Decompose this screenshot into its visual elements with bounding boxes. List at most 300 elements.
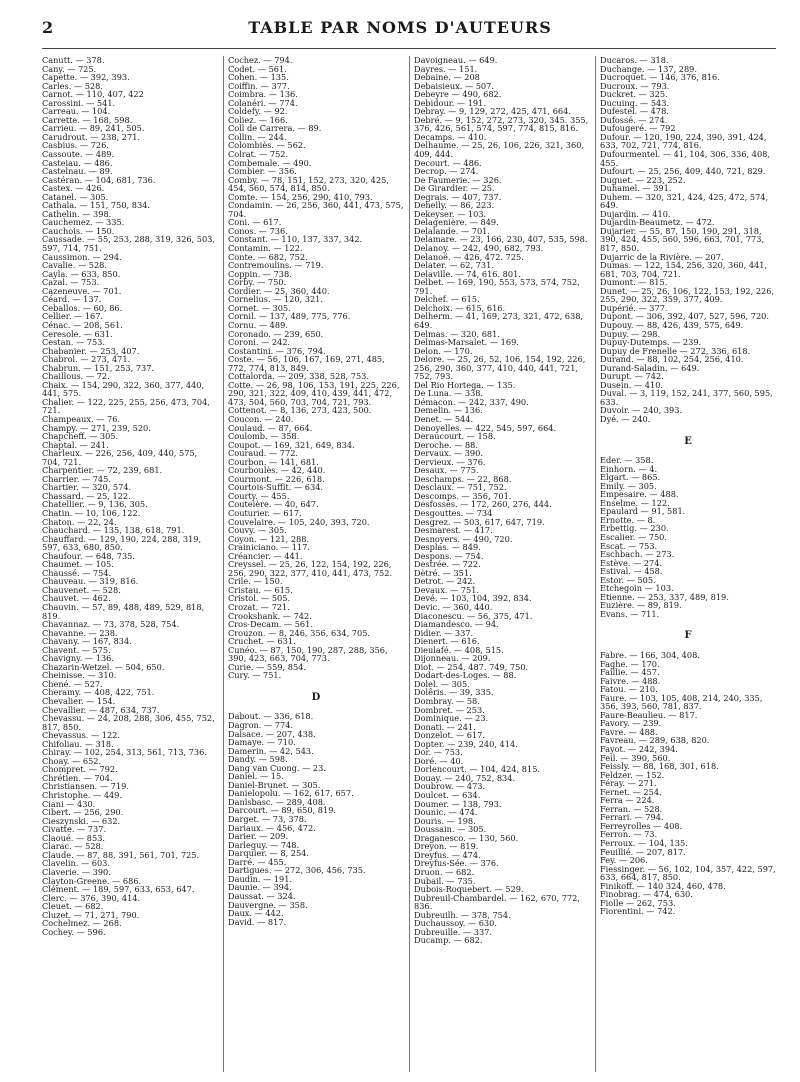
index-entry: Favre. — 488. <box>600 726 658 737</box>
index-entry: Dor. — 753. <box>414 747 463 758</box>
index-entry: Draganesco. — 130, 560. <box>414 832 519 843</box>
index-entry: Cénac. — 208, 561. <box>42 319 123 330</box>
index-entry: Duchange. — 137, 289. <box>600 63 697 74</box>
index-entry: Cestan. — 753. <box>42 337 105 348</box>
index-entry: Debaine. — 208 <box>414 72 480 83</box>
index-entry: Claude. — 87, 88, 391, 561, 701, 725. <box>42 849 200 860</box>
index-entry: Condamin. — 26, 256, 360, 441, 473, 575, 704. <box>228 200 404 219</box>
index-entry: Carnot. — 110, 407, 422 <box>42 89 144 100</box>
index-entry: Cochelmez. — 268. <box>42 918 122 929</box>
index-entry: Dujarric de la Rivière. — 207. <box>600 251 724 262</box>
index-entry: Del Rio Hortega. — 135. <box>414 379 516 390</box>
index-entry: Feuillié. — 207, 817. <box>600 846 686 857</box>
index-entry: Darier. — 209. <box>228 831 289 842</box>
index-entry: Estève. — 274. <box>600 557 663 568</box>
index-entry: Chavigny. — 136. <box>42 653 114 664</box>
index-entry: Christophe. — 449. <box>42 790 123 801</box>
index-entry: Coni. — 617. <box>228 217 282 228</box>
index-entry: Colrat. — 752. <box>228 149 289 160</box>
index-entry: Danlsbasc. — 289, 408. <box>228 796 326 807</box>
index-entry: Carles. — 528. <box>42 80 103 91</box>
index-entry: Fayot. — 242, 394. <box>600 744 678 755</box>
index-entry: Darré. — 455. <box>228 856 287 867</box>
index-entry: Enselme. — 122. <box>600 497 670 508</box>
index-entry: Chaix. — 154, 290, 322, 360, 377, 440, 441, 575. <box>42 379 205 399</box>
index-entry: Chalier. — 122, 225, 255, 256, 473, 704, 721. <box>42 396 210 416</box>
index-entry: Fabre. — 166, 304, 408. <box>600 650 700 660</box>
index-entry: Daux. — 442. <box>228 908 284 919</box>
index-entry: Demelin. — 136. <box>414 405 483 416</box>
index-entry: Donati. — 241. <box>414 721 476 732</box>
column-divider <box>595 56 596 1072</box>
index-columns <box>42 56 780 1076</box>
column-1 <box>42 56 218 1076</box>
index-entry: Emily. — 305. <box>600 480 657 491</box>
index-entry: Damerin. — 42, 543. <box>228 745 314 756</box>
index-entry: Civatte. — 737. <box>42 824 107 835</box>
index-entry: Ceballos. — 60, 86. <box>42 302 123 313</box>
index-entry: Ciani — 430. <box>42 798 96 809</box>
index-entry: Féray. — 271. <box>600 778 657 789</box>
index-entry: Duguet. — 223, 252. <box>600 174 686 185</box>
index-entry: Cazal. — 753. <box>42 277 100 288</box>
index-entry: Contremoulins. — 719. <box>228 260 324 271</box>
index-entry: Dreyon. — 819. <box>414 841 479 852</box>
index-entry: Courboulès. — 42, 440. <box>228 465 326 476</box>
index-entry: Ferreyrolles — 408. <box>600 820 683 831</box>
index-entry: Dubois-Roquebert. — 529. <box>414 884 524 895</box>
column-divider <box>409 56 410 1072</box>
index-entry: Carreau. — 104. <box>42 106 111 117</box>
index-entry: Devaux. — 751. <box>414 584 480 595</box>
index-entry: Castelnau. — 89. <box>42 166 113 177</box>
index-entry: Chifoliau. — 318. <box>42 738 114 749</box>
index-entry: Didier. — 337. <box>414 627 474 638</box>
index-entry: Dumas. — 122, 154, 256, 320, 360, 441, 681, 703, 704, 721. <box>600 260 768 279</box>
index-entry: Empesaire. — 488. <box>600 489 679 500</box>
index-entry: Dolel. — 305. <box>414 678 470 689</box>
index-entry: Delagenière. — 849. <box>414 217 499 228</box>
index-entry: Courtois-Suffit. — 634. <box>228 482 324 493</box>
index-entry: Charpentier. — 72, 239, 681. <box>42 465 163 476</box>
section-letter: E <box>684 435 692 447</box>
index-entry: Codet. — 561. <box>228 63 287 74</box>
index-entry: Carossini. — 541. <box>42 97 116 108</box>
index-entry: Chassard. — 25, 122. <box>42 490 131 501</box>
index-entry: Chaillous. — 72. <box>42 371 110 382</box>
index-entry: Ceresole. — 631. <box>42 328 113 339</box>
index-entry: Darget. — 73, 378. <box>228 814 307 825</box>
index-entry: Delbet. — 169, 190, 553, 573, 574, 752, 791. <box>414 277 580 296</box>
index-entry: Chevassu. — 24, 208, 288, 306, 455, 752, 817, 850. <box>42 713 215 732</box>
index-entry: Champeaux. — 76. <box>42 413 121 424</box>
index-entry: Diaconescu. — 56, 375, 471. <box>414 610 533 621</box>
index-entry: Feissly. — 88, 168, 301, 618. <box>600 761 719 772</box>
index-entry: Clerc. — 376, 390, 414. <box>42 892 141 903</box>
index-entry: Coiffin. — 377. <box>228 80 290 91</box>
index-entry: Coulaud. — 87, 664. <box>228 422 313 433</box>
index-entry: Dopter. — 239, 240, 414. <box>414 738 518 749</box>
index-entry: Devé. — 103, 104, 392, 834. <box>414 593 532 604</box>
index-entry: Descomps. — 356, 701. <box>414 490 512 501</box>
index-entry: Chauvet. — 462. <box>42 593 111 604</box>
index-entry: Dreyfus-Sée. — 376. <box>414 858 499 869</box>
index-entry: Escalier. — 750. <box>600 531 667 542</box>
index-entry: Dervieux. — 376. <box>414 456 486 467</box>
index-entry: Cavalie. — 528. <box>42 260 107 271</box>
index-entry: Evans. — 711. <box>600 608 660 619</box>
index-entry: Faure-Beaulieu. — 817. <box>600 709 698 720</box>
index-entry: Carudrout. — 238, 271. <box>42 131 141 142</box>
index-entry: Desnoyers. — 490, 720. <box>414 533 513 544</box>
index-entry: Cohen. — 135. <box>228 72 289 83</box>
index-entry: Dujardin-Beaumetz. — 472. <box>600 217 715 228</box>
index-entry: Damaye. — 710. <box>228 737 296 748</box>
index-entry: Daunie. — 394. <box>228 882 292 893</box>
index-entry: Epaulard — 91, 581. <box>600 506 686 517</box>
index-entry: Chauveau. — 319, 816. <box>42 576 139 587</box>
index-entry: Etchegoin — 103. <box>600 583 674 594</box>
index-entry: Castex. — 426. <box>42 183 105 194</box>
index-entry: Comte. — 154, 256, 290, 410, 793. <box>228 191 373 202</box>
index-entry: Chaptal. — 241. <box>42 439 109 450</box>
index-entry: Chauvenet. — 528. <box>42 584 121 595</box>
index-entry: Clarac. — 528. <box>42 841 104 852</box>
index-entry: Doubrow. — 473. <box>414 781 486 792</box>
index-entry: Colanéri. — 774. <box>228 97 298 108</box>
index-entry: Despons. — 754. <box>414 550 484 561</box>
index-entry: Courmont. — 226, 618. <box>228 473 325 484</box>
index-entry: Dandy. — 598. <box>228 754 288 765</box>
index-entry: Feldzer. — 152. <box>600 769 665 780</box>
index-entry: Colombiès. — 562. <box>228 140 306 151</box>
index-entry: Dodart-des-Loges. — 88. <box>414 670 517 681</box>
index-entry: Crile. — 150. <box>228 576 283 587</box>
index-entry: Cristau. — 615. <box>228 584 293 595</box>
index-entry: Claoué. — 853. <box>42 832 106 843</box>
index-entry: Delore. — 25, 26, 52, 106, 154, 192, 226, 256, 290, 360, 377, 410, 440, 441, 721, 752, 793. <box>414 354 586 382</box>
index-entry: Cazeneuve. — 701. <box>42 285 122 296</box>
index-entry: Denoyelles. — 422, 545, 597, 664. <box>414 422 557 433</box>
index-entry: Doumer. — 138, 793. <box>414 798 502 809</box>
index-entry: Dekeyser. — 103. <box>414 208 487 219</box>
index-entry: Carrette. — 168, 598. <box>42 114 133 125</box>
index-entry: Delater. — 62, 731. <box>414 260 494 271</box>
index-entry: Couvy. — 305. <box>228 525 287 536</box>
index-entry: Champy. — 271, 239, 520. <box>42 422 151 433</box>
index-entry: Dufour. — 120, 190, 224, 390, 391, 424, 633, 702, 721, 774, 816. <box>600 131 767 151</box>
index-entry: Dyé. — 240. <box>600 413 651 424</box>
index-entry: Charleux. — 226, 256, 409, 440, 575, 704, 721. <box>42 448 198 467</box>
index-entry: Cellier. — 167. <box>42 311 104 322</box>
index-entry: Chavanne. — 238. <box>42 627 118 638</box>
index-entry: Couteière. — 40, 647. <box>228 499 319 510</box>
index-entry: Deschamps. — 22, 868. <box>414 473 512 484</box>
index-entry: Contamin. — 122. <box>228 243 303 254</box>
index-entry: Etienne. — 253, 337, 489, 819. <box>600 591 729 602</box>
index-entry: Dubail. — 735. <box>414 875 476 886</box>
index-entry: Danielopolu. — 162, 617, 657. <box>228 788 354 799</box>
index-entry: Donzelot. — 617. <box>414 730 485 741</box>
index-entry: Chaton. — 22, 24. <box>42 516 117 527</box>
index-entry: Duval. — 3, 119, 152, 241, 377, 560, 595, 633. <box>600 388 773 407</box>
index-entry: Decamps. — 410. <box>414 131 487 142</box>
index-entry: Daudin. — 191. <box>228 873 293 884</box>
index-entry: Cunéo. — 87, 150, 190, 287, 288, 356, 390, 423, 663, 704, 773. <box>228 644 388 664</box>
index-entry: Ducuing. — 543. <box>600 97 670 108</box>
index-entry: Debaisieux. — 507. <box>414 80 494 91</box>
index-entry: Detrot. — 242. <box>414 576 476 587</box>
index-entry: Cheinisse. — 310. <box>42 670 117 681</box>
index-entry: Constant. — 110, 137, 337, 342. <box>228 234 363 245</box>
index-entry: Feil. — 390, 560. <box>600 752 671 763</box>
index-entry: Finikoff. — 140 324, 460, 478. <box>600 880 726 891</box>
index-entry: Coste. — 56, 106, 167, 169, 271, 485, 772, 774, 813, 849. <box>228 354 385 373</box>
index-entry: Dètré. — 351. <box>414 567 472 578</box>
index-entry: Dehelly. — 86, 223. <box>414 200 495 211</box>
index-entry: Devic. — 360, 440. <box>414 602 493 612</box>
index-entry: Crookshank. — 742. <box>228 610 312 621</box>
index-entry: Choay. — 652. <box>42 755 102 766</box>
index-entry: Courty. — 455. <box>228 490 290 501</box>
index-entry: Delherm. — 41, 169, 273, 321, 472, 638, 649. <box>414 311 584 330</box>
index-entry: Coulomb. — 358. <box>228 431 300 442</box>
index-entry: Chauchard. — 135, 138, 618, 791. <box>42 525 185 536</box>
index-entry: Dreyfus. — 474. <box>414 849 481 860</box>
index-entry: Elgart. — 865. <box>600 472 661 483</box>
index-entry: Cros-Decam. — 561. <box>228 619 313 630</box>
index-entry: Coucon. — 240. <box>228 413 294 424</box>
index-entry: Ducroux. — 793. <box>600 80 670 91</box>
index-entry: Cruchet. — 631. <box>228 636 296 647</box>
index-entry: Chatellier. — 9, 136, 305. <box>42 499 148 510</box>
index-entry: Decourt. — 486. <box>414 157 482 168</box>
index-entry: Finobrag. — 474, 630. <box>600 889 693 900</box>
index-entry: Delon. — 170. <box>414 345 473 356</box>
index-entry: Curie. — 559, 854. <box>228 661 306 672</box>
index-entry: Dombret. — 253. <box>414 704 485 715</box>
index-entry: Desclaux. — 751, 752. <box>414 482 507 493</box>
header-rule <box>42 48 776 49</box>
index-entry: Dufossé. — 274. <box>600 114 668 125</box>
index-entry: Favory. — 239. <box>600 718 662 729</box>
index-entry: Desmarest. — 417. <box>414 525 493 536</box>
index-entry: Castéran. — 104, 681, 736. <box>42 174 156 185</box>
index-entry: Carrieu. — 89, 241, 505. <box>42 123 145 134</box>
index-entry: Debidour. — 191. <box>414 97 486 108</box>
index-entry: Ducamp. — 682. <box>414 935 483 946</box>
index-entry: Eder. — 358. <box>600 455 654 466</box>
index-entry: Dervaux. — 390. <box>414 448 483 459</box>
index-entry: Coronado. — 239, 650. <box>228 328 324 339</box>
index-entry: Coppin. — 738. <box>228 268 292 279</box>
index-entry: Dubreuille. — 337. <box>414 926 493 937</box>
index-entry: Couraud. — 772. <box>228 448 299 459</box>
index-entry: Caussimon. — 294. <box>42 251 122 262</box>
index-entry: Delmas. — 320, 681. <box>414 328 500 339</box>
index-entry: Cany. — 725. <box>42 63 97 74</box>
index-entry: Duvoir. — 240, 393. <box>600 405 683 416</box>
index-entry: Dupuy de Frenelle — 272, 336, 618. <box>600 345 751 356</box>
index-entry: Delchoix. — 615, 616. <box>414 302 506 313</box>
index-entry: Cauchemez. — 335. <box>42 217 125 228</box>
index-entry: Cornu. — 489. <box>228 319 288 330</box>
index-entry: Ducaros. — 318. <box>600 56 669 65</box>
index-entry: Corby. — 750. <box>228 277 287 288</box>
index-entry: Fatou. — 210. <box>600 684 658 695</box>
index-entry: Crozat. — 721. <box>228 602 290 612</box>
index-entry: Dunet. — 25, 26, 106, 122, 153, 192, 226, 255, 290, 322, 359, 377, 409. <box>600 285 775 305</box>
index-entry: Delaville. — 74, 616. 801. <box>414 268 521 279</box>
index-entry: Cornet. — 305. <box>228 302 291 313</box>
index-entry: Ferran. — 528. <box>600 803 663 814</box>
index-entry: Eschbach. — 273. <box>600 549 675 560</box>
index-entry: Decrop. — 274. <box>414 166 479 177</box>
index-entry: Costantini. — 376, 794. <box>228 345 326 356</box>
index-entry: Faivre. — 488. <box>600 675 661 686</box>
page-title: TABLE PAR NOMS D'AUTEURS <box>248 18 552 37</box>
index-entry: Chapcheff. — 305. <box>42 431 119 442</box>
index-entry: Cotte. — 26, 98, 106, 153, 191, 225, 226, 290, 321, 322, 409, 410, 439, 441, 472, 473, 504, 560, 703, 704, 721, 793. <box>228 379 400 407</box>
index-entry: Doulcet. — 634. <box>414 790 481 801</box>
index-entry: Douay. — 240, 752, 834. <box>414 772 516 783</box>
index-entry: Chevalier. — 154. <box>42 696 116 707</box>
index-entry: Coyon. — 121, 288. <box>228 533 310 544</box>
index-entry: Cauchois. — 150. <box>42 225 115 236</box>
index-entry: Fiessinger. — 56, 102, 104, 357, 422, 597, 633, 664, 817, 850. <box>600 863 776 883</box>
index-entry: Coimbra. — 136. <box>228 89 298 100</box>
index-entry: Dupont. — 306, 392, 407, 527, 596, 720. <box>600 311 769 322</box>
index-entry: Combemale. — 490. <box>228 157 312 168</box>
index-entry: Cayla. — 633, 850. <box>42 268 121 279</box>
index-entry: Destrée. — 722. <box>414 559 481 570</box>
index-entry: Chrétien. — 704. <box>42 772 113 783</box>
index-entry: Ferroux. — 104, 135. <box>600 838 688 849</box>
index-entry: Dusein. — 410. <box>600 379 664 390</box>
index-entry: Dalsace. — 207, 438. <box>228 728 316 739</box>
index-entry: Durupt. — 742. <box>600 371 664 382</box>
index-entry: Chaussé. — 754. <box>42 567 112 578</box>
section-letter: D <box>311 691 321 703</box>
index-entry: Dupouy. — 88, 426, 439, 575, 649. <box>600 319 744 330</box>
index-entry: Cordier. — 25, 360, 440. <box>228 285 330 296</box>
index-entry: Cornil. — 137, 489, 775, 776. <box>228 311 351 322</box>
index-entry: Dartigues. — 272, 306, 456, 735. <box>228 865 366 876</box>
index-entry: Dufourmentel. — 41, 104, 306, 336, 408, 455. <box>600 149 770 168</box>
index-entry: Cristol. — 505. <box>228 593 291 604</box>
index-entry: Faure. — 103, 105, 408, 214, 240, 335, 356, 393, 560, 781, 837. <box>600 692 763 712</box>
index-entry: Darquier. — 8, 254. <box>228 848 309 859</box>
index-entry: Favreau. — 289, 638, 820. <box>600 735 710 746</box>
index-entry: Escat. — 753. <box>600 540 658 551</box>
column-3 <box>414 56 590 1076</box>
index-entry: Druon. — 682. <box>414 866 475 877</box>
index-entry: Doussain. — 305. <box>414 824 487 835</box>
index-entry: Dauvergne. — 358. <box>228 899 308 910</box>
index-entry: Chartier. — 320, 574. <box>42 482 132 493</box>
index-entry: Duhem. — 320, 321, 424, 425, 472, 574, 649. <box>600 191 769 211</box>
index-entry: Durand-Saladin. — 649. <box>600 362 700 373</box>
index-entry: Dufougeré. — 792 <box>600 123 676 134</box>
column-2 <box>228 56 404 1076</box>
index-entry: Couturier. — 617. <box>228 507 302 518</box>
index-entry: Chavent. — 575. <box>42 644 111 655</box>
index-entry: Dupérié. — 377. <box>600 302 668 313</box>
index-entry: Clayton-Greene. — 686. <box>42 875 142 886</box>
index-entry: Debeyre — 490, 682. <box>414 89 502 100</box>
index-entry: Dounic. — 474. <box>414 807 478 818</box>
index-entry: Chabrun. — 151, 253, 737. <box>42 362 155 373</box>
index-entry: Dagron. — 774. <box>228 720 294 731</box>
index-entry: Duchaussoy. — 630. <box>414 918 497 929</box>
index-entry: Coroni. — 242. <box>228 337 291 348</box>
index-entry: Euzière. — 89, 819. <box>600 600 682 611</box>
index-entry: Comby. — 78, 151, 152, 273, 320, 425, 454, 560, 574, 814, 850. <box>228 174 389 194</box>
index-entry: Chompret. — 792. <box>42 764 118 775</box>
index-entry: Faillie. — 457. <box>600 667 660 678</box>
index-entry: Darleguy. — 748. <box>228 839 300 850</box>
index-entry: Dupuy. — 298. <box>600 328 661 339</box>
index-entry: Durand. — 88, 102, 254, 256, 410. <box>600 354 744 365</box>
index-entry: Chavany. — 167, 834. <box>42 636 132 647</box>
index-entry: Dufourt. — 25, 256, 409, 440, 721, 829. <box>600 166 766 177</box>
index-entry: Delanoë. — 426, 472. 725. <box>414 251 524 262</box>
index-entry: Chabrol. — 273, 471. <box>42 354 131 365</box>
index-entry: Degrais. — 407, 737. <box>414 191 502 202</box>
index-entry: Estor. — 505. <box>600 574 656 585</box>
index-entry: Ernotte. — 8. <box>600 514 656 525</box>
index-entry: Cury. — 751. <box>228 670 282 681</box>
index-entry: Chauffard. — 129, 190, 224, 288, 319, 597, 633, 680, 850. <box>42 533 202 553</box>
index-entry: Cieszynski. — 632. <box>42 815 121 826</box>
index-entry: Casteiau. — 486. <box>42 157 113 168</box>
index-entry: Céard. — 137. <box>42 294 102 305</box>
index-entry: Caussade. — 55, 253, 288, 319, 326, 503, 597, 714, 751. <box>42 234 215 254</box>
index-entry: Diot. — 254, 487. 749, 750. <box>414 661 529 672</box>
index-entry: Chazarin-Wetzel. — 504, 650. <box>42 661 165 672</box>
index-entry: Cottalorda. — 209, 338, 528, 753. <box>228 371 369 382</box>
section-letter: F <box>684 630 692 642</box>
index-entry: Delamare. — 23, 166, 230, 407, 535, 598. <box>414 234 588 245</box>
index-entry: Dorlencourt. — 104, 424, 815. <box>414 764 541 775</box>
index-entry: Cochez. — 794. <box>228 56 293 65</box>
index-entry: Debray. — 9, 129, 272, 425, 471, 664. <box>414 106 571 117</box>
index-entry: Delchef. — 615. <box>414 294 480 305</box>
index-entry: Coupot. — 169, 321, 649, 834. <box>228 439 355 450</box>
index-entry: Cleuet. — 682. <box>42 901 104 912</box>
index-entry: Desfosses. — 172, 260, 276, 444. <box>414 499 552 510</box>
index-entry: Capette. — 392, 393. <box>42 72 130 83</box>
index-entry: Ferra — 224. <box>600 795 655 806</box>
index-entry: Deraucourt. — 158. <box>414 431 496 442</box>
index-entry: Chevallier. — 487, 634, 737. <box>42 704 160 715</box>
index-entry: Cassoute. — 489. <box>42 149 115 160</box>
index-entry: Creyssel. — 25, 26, 122, 154, 192, 226, 256, 290, 322, 377, 410, 441, 473, 752. <box>228 559 393 578</box>
index-entry: Coliez. — 166. <box>228 114 288 125</box>
index-entry: Chaumet. — 105. <box>42 559 114 570</box>
index-entry: Conte. — 682, 752. <box>228 251 308 262</box>
index-entry: Estival. — 458. <box>600 566 663 577</box>
index-entry: Chiray. — 102, 254, 313, 561, 713, 736. <box>42 747 207 758</box>
index-entry: Courbon. — 141, 681. <box>228 456 319 467</box>
column-divider <box>223 56 224 1072</box>
index-entry: Chauvin. — 57, 89, 488, 489, 529, 818, 819. <box>42 602 205 621</box>
index-entry: Dombray. — 58. <box>414 696 480 707</box>
index-entry: Dijonneau. — 209. <box>414 653 491 664</box>
index-entry: Dolêris. — 39, 335. <box>414 687 494 698</box>
index-entry: Einhorn. — 4. <box>600 463 658 474</box>
index-entry: Dang van Cuong. — 23. <box>228 762 326 773</box>
